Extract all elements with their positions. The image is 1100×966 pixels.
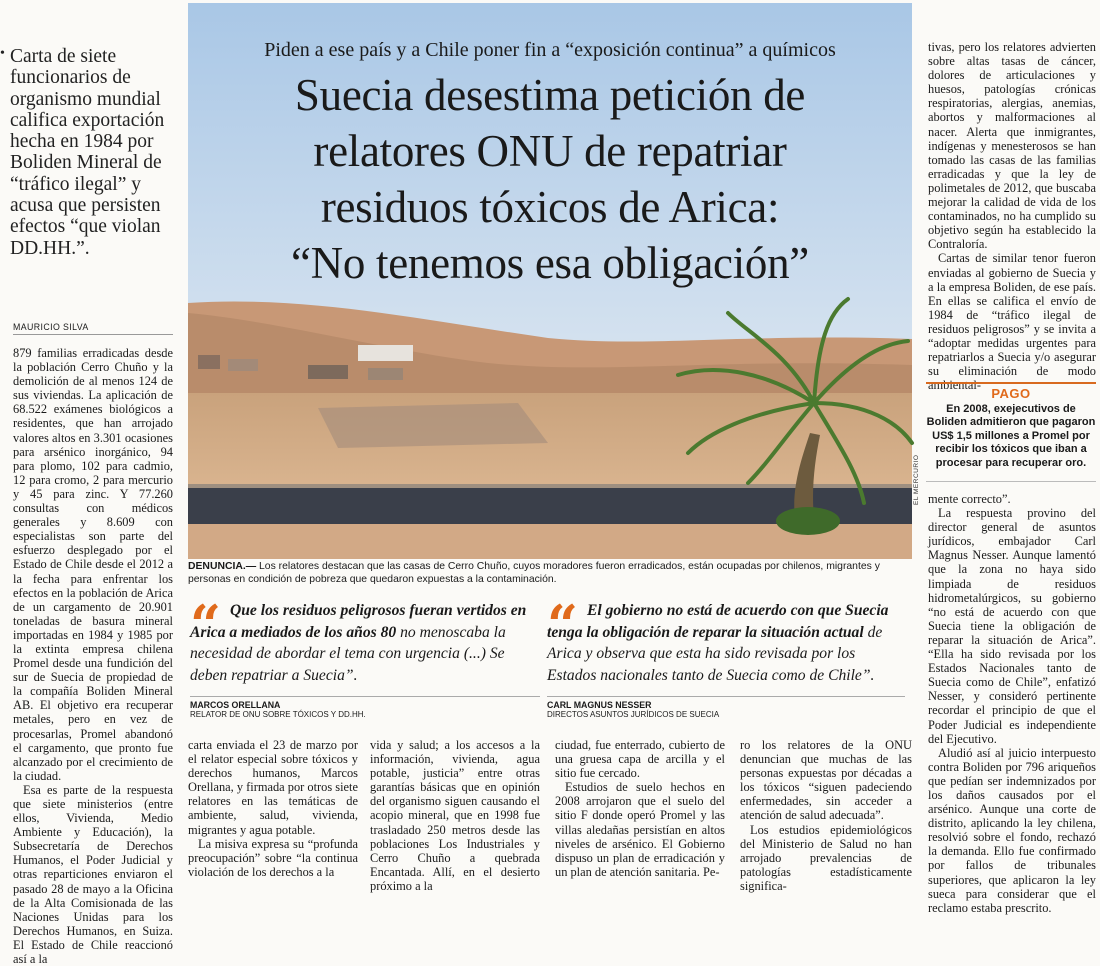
bottom-column-4 xyxy=(740,738,912,893)
lead-text: Carta de siete funcionarios de organismo mundial califica exportación hecha en 1984 por Boliden Mineral de “tráfico ilegal” y acusa que persisten efectos “que violan DD.HH.”. xyxy=(10,46,165,259)
sidebar-box-pago xyxy=(926,382,1096,482)
paragraph: 879 familias erradicadas desde la población Cerro Chuño y la demolición de al menos 124 de sus viviendas. La aplicación de 68.522 exámenes biológicos a residentes, que han arrojado valores altos en 3.301 ocasiones para arsénico inorgánico, 94 para plomo, 102 para cadmio, 12 para cromo, 2 para mercurio y 45 para zinc. Y 77.260 consultas con médicos generales y 8.609 con especialistas son parte del esfuerzo desplegado por el Estado de Chile desde el 2012 a la fecha para enfrentar los efectos en la población de Arica de un cargamento de 20.901 toneladas de basura mineral importadas en 1984 y 1985 por la extinta empresa chilena Promel desde una fundición del sur de Suecia de propiedad de la compañía Boliden Mineral AB. El objetivo era recuperar metales, pero en vez de procesarlas, Promel abandonó el cargamento, que pronto fue alcanzado por el crecimiento de la ciudad. xyxy=(13,346,173,783)
photo-credit: EL MERCURIO xyxy=(913,454,920,505)
lead-summary xyxy=(0,46,178,259)
quote-mark-icon: “ xyxy=(190,593,222,657)
hero-photo xyxy=(188,3,912,559)
paragraph: tivas, pero los relatores advierten sobre altas tasas de cáncer, dolores de articulaciones y huesos, patologías crónicas respiratorias, alergias, anemias, abortos y malformaciones al nacer. Alerta que inmigrantes, indígenas y menesterosos se han tomado las casas de las familias erradicadas y que la ley de polimetales de 2012, que buscaba mejorar la calidad de vida de los contaminados, no ha cumplido su objetivo según ha establecido la Contraloría. xyxy=(928,40,1096,252)
pull-quote-nesser xyxy=(547,593,905,720)
paragraph: Cartas de similar tenor fueron enviadas al gobierno de Suecia y a la empresa Boliden, de ese país. En ellas se califica el envío de 1984 de “tráfico ilegal de residuos peligrosos” y se invita a “adoptar medidas urgentes para repatriarlos a Suecia y/o asegurar su eliminación de modo ambiental- xyxy=(928,251,1096,393)
box-heading: PAGO xyxy=(991,386,1031,401)
caption-label: DENUNCIA.— xyxy=(188,561,257,572)
photo-caption xyxy=(188,561,912,586)
paragraph: Estudios de suelo hechos en 2008 arrojaron que el suelo del sitio F donde operó Promel y las villas aledañas persistían en altos niveles de arsénico. El Gobierno dispuso un plan de erradicación y un plan de atención sanitaria. Pe- xyxy=(555,780,725,879)
paragraph: mente correcto”. xyxy=(928,492,1011,506)
paragraph: Esa es parte de la respuesta que siete ministerios (entre ellos, Vivienda, Medio Ambiente y Educación), la Subsecretaría de Derechos Humanos, el Poder Judicial y otras reparticiones enviaron el pasado 28 de mayo a la Oficina de la Alta Comisionada de las Naciones Unidas para los Derechos Humanos, en Suiza. El Estado de Chile reaccionó así a la xyxy=(13,782,173,966)
paragraph: ro los relatores de la ONU denuncian que muchas de las personas expuestas por décadas a los tóxicos “siguen padeciendo enfermedades, sin acceder a atención de salud adecuada”. xyxy=(740,738,912,823)
paragraph: La respuesta provino del director general de asuntos jurídicos, embajador Carl Magnus Nesser. Aunque lamentó que la zona no haya sido limpiada de residuos hidrometalúrgicos, su gobierno “no está de acuerdo con que Suecia tiene la obligación de reparar la situación de Arica”. “Ella ha sido revisada por los Estados Nacionales tanto de Suecia como de Chile”, enfatizó Nesser, y consideró pertinente recordar el principio de que el Poder Judicial es independiente del Ejecutivo. xyxy=(928,506,1096,746)
bottom-column-3 xyxy=(555,738,725,879)
paragraph: La misiva expresa su “profunda preocupación” sobre “la continua violación de los derechos a la xyxy=(188,836,358,879)
quote-mark-icon: “ xyxy=(547,593,579,657)
quote-author: CARL MAGNUS NESSER xyxy=(547,696,905,710)
paragraph: carta enviada el 23 de marzo por el relator especial sobre tóxicos y derechos humanos, Marcos Orellana, y firmada por otros siete relatores en las temáticas de ambiente, salud, vivienda, migrantes y agua potable. xyxy=(188,738,358,837)
quote-author-role: RELATOR DE ONU SOBRE TÓXICOS Y DD.HH. xyxy=(190,710,366,719)
headline-line: residuos tóxicos de Arica: xyxy=(320,182,780,232)
headline xyxy=(188,67,912,291)
headline-line: “No tenemos esa obligación” xyxy=(291,238,809,288)
caption-text: Los relatores destacan que las casas de Cerro Chuño, cuyos moradores fueron erradicados, están ocupadas por chilenos, migrantes y personas en condición de pobreza que quedaron expuestas a la contaminación. xyxy=(188,561,880,585)
right-column-bottom xyxy=(928,492,1096,915)
headline-line: Suecia desestima petición de xyxy=(294,70,806,120)
quote-author-role: DIRECTOS ASUNTOS JURÍDICOS DE SUECIA xyxy=(547,710,720,719)
quote-author: MARCOS ORELLANA xyxy=(190,696,540,710)
quote-text: El gobierno no está de acuerdo con que Suecia tenga la obligación de reparar la situación actual de Arica y observa que esta ha sido revisada por los Estados nacionales tanto de Suecia como de Chile”. xyxy=(547,602,889,684)
paragraph: Aludió así al juicio interpuesto contra Boliden por 796 ariqueños que pedían ser indemnizados por los daños causados por el arsénico. Aunque una corte de distrito, aplicando la ley chilena, resolvió sobre el fondo, rechazó la demanda. Ello fue confirmado por fallos de tribunales superiores, que aplicaron la ley sueca para considerar que el reclamo estaba prescrito. xyxy=(928,745,1096,915)
paragraph: vida y salud; a los accesos a la información, vivienda, agua potable, justicia” entre otras garantías básicas que en opinión del organismo siguen causando el acopio mineral, que en 1998 fue trasladado 250 metros desde las poblaciones Los Industriales y Cerro Chuño a quebrada Encantada. Allí, en el desierto próximo a la xyxy=(370,738,540,893)
paragraph: ciudad, fue enterrado, cubierto de una gruesa capa de arcilla y el sitio fue cercado. xyxy=(555,738,725,781)
right-column-top xyxy=(928,40,1096,392)
bottom-column-2 xyxy=(370,738,540,893)
left-column xyxy=(13,346,173,966)
bottom-column-1 xyxy=(188,738,358,879)
kicker: Piden a ese país y a Chile poner fin a “exposición continua” a químicos xyxy=(264,39,836,61)
byline: MAURICIO SILVA xyxy=(13,322,173,335)
headline-line: relatores ONU de repatriar xyxy=(313,126,787,176)
pull-quote-orellana xyxy=(190,593,540,720)
bullet-icon: • xyxy=(0,46,5,61)
paragraph: Los estudios epidemiológicos del Ministerio de Salud no han arrojado prevalencias de patologías estadísticamente significa- xyxy=(740,822,912,893)
box-body: En 2008, exejecutivos de Boliden admitieron que pagaron US$ 1,5 millones a Promel por recibir los tóxicos que iban a procesar para recuperar oro. xyxy=(926,403,1096,469)
quote-text: Que los residuos peligrosos fueran vertidos en Arica a mediados de los años 80 no menoscaba la necesidad de abordar el tema con urgencia (...) Se deben repatriar a Suecia”. xyxy=(190,602,527,684)
